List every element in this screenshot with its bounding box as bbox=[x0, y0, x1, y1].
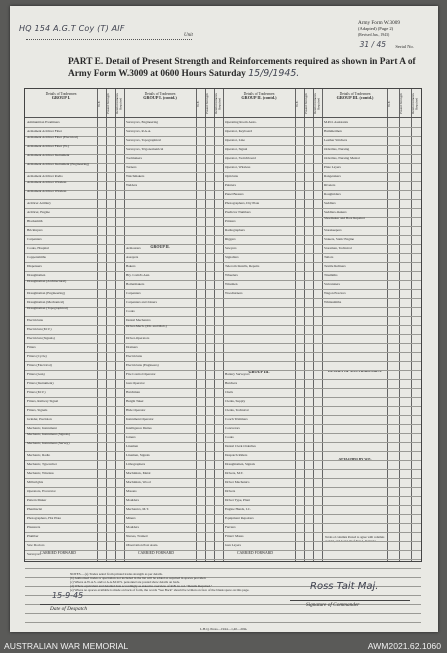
trade-row: Predictor Numbers bbox=[225, 211, 251, 214]
trade-row: Fitters (Instrument) bbox=[27, 382, 54, 385]
non-tradesmen-heading: DETAILS OF NON-TRADESMEN. bbox=[328, 369, 382, 373]
form-header-right bbox=[358, 20, 414, 38]
trade-row: Mechanic, Radio bbox=[27, 454, 51, 457]
trade-row: Electrician (M.V.) bbox=[27, 328, 52, 331]
column-subheader: Posted Strength bbox=[205, 93, 209, 114]
trade-row: Fitters' Mates bbox=[225, 535, 244, 538]
trade-row: Assayers bbox=[126, 256, 139, 259]
trade-row: Telecom Installs, Repairs bbox=[225, 265, 260, 268]
column-subheader: Posted Strength bbox=[399, 93, 403, 114]
trade-row: Armament Artificer Wireless bbox=[27, 180, 67, 184]
column-subheader: W.E. bbox=[295, 100, 299, 107]
trade-row: Mechanic, Instrument bbox=[27, 427, 57, 430]
page-title bbox=[68, 56, 418, 80]
trade-row: Armourers bbox=[126, 247, 141, 250]
trade-row: Moulders bbox=[126, 526, 139, 529]
trade-row: Linemen bbox=[126, 445, 139, 448]
unit-handwritten: HQ 154 A.G.T Coy (T) AIF bbox=[19, 24, 125, 33]
trade-row: Drivers bbox=[225, 490, 236, 493]
trade-row: Miners bbox=[126, 517, 136, 520]
trade-row: Painters bbox=[225, 184, 236, 187]
carried-forward-3: CARRIED FORWARD bbox=[237, 551, 273, 555]
trade-row: Photographers, Hot Plate bbox=[27, 517, 61, 520]
trade-row: Watchmakers bbox=[126, 175, 145, 178]
trade-row: Draughtsman (Topographical) bbox=[27, 306, 68, 310]
trade-row: Fitters (Gun) bbox=[27, 373, 45, 376]
trade-row: Panel Beaters bbox=[225, 193, 244, 196]
trade-row: Armament Artificer Radio bbox=[27, 175, 63, 178]
trade-row: Grinder, Precision bbox=[27, 418, 52, 421]
trade-row: Chefs bbox=[225, 391, 233, 394]
trade-row: Machinists, Metal bbox=[126, 472, 151, 475]
trade-row: Mechanic, Instrument (Survey) bbox=[27, 441, 70, 445]
col4-header: Details of Tradesmen GROUP III. (contd.) bbox=[336, 92, 374, 101]
trade-row: Fitters bbox=[27, 346, 36, 349]
column-subheader: W.E. bbox=[97, 100, 101, 107]
trade-row: Riggers bbox=[225, 238, 236, 241]
trade-row: Armament Artificer Instrument (Engineering) bbox=[27, 162, 90, 166]
trade-row: Signallers bbox=[225, 256, 239, 259]
trade-row: Surveyors, Topographical bbox=[126, 139, 161, 142]
trade-row: Instrument Operator bbox=[126, 418, 154, 421]
trade-row: Turners bbox=[126, 166, 137, 169]
trade-row: Bakers bbox=[126, 265, 136, 268]
trade-row: Printers bbox=[225, 220, 236, 223]
carried-forward-2: CARRIED FORWARD bbox=[138, 551, 174, 555]
trade-row: Tailors bbox=[324, 256, 334, 259]
trade-row: Linemen, Signals bbox=[126, 454, 150, 457]
trade-row: Electricians bbox=[126, 355, 143, 358]
trade-row: Cooks, Hospital bbox=[27, 247, 49, 250]
trade-row: Draughtsman (Architectural) bbox=[27, 279, 67, 283]
trade-row: Surveyors bbox=[27, 553, 41, 556]
trade-row: Intelligence Duties bbox=[126, 427, 152, 430]
trade-row: Blacksmith bbox=[27, 220, 43, 223]
group-3-heading: GROUP III. bbox=[248, 369, 270, 374]
column-subheader: Reinforcements Required bbox=[313, 93, 321, 114]
serial-number-label: Serial No. bbox=[395, 44, 414, 49]
trade-row: Height Taker bbox=[126, 400, 144, 403]
form-sheet bbox=[10, 6, 438, 632]
trade-row: Roughriders bbox=[324, 193, 341, 196]
trade-row: Ammunition Examiners bbox=[27, 121, 60, 124]
trade-row: Fitters, Railway Signal bbox=[27, 400, 59, 403]
trade-row: Fitters (M.V.) bbox=[27, 391, 46, 394]
trade-row: Farriers bbox=[225, 526, 236, 529]
trade-row: Tinsmiths bbox=[324, 274, 338, 277]
trade-row: Surveyors, Engineering bbox=[126, 121, 159, 124]
trade-row: Wiremen bbox=[225, 283, 238, 286]
trade-row: Mechanic, Instrument (Signals) bbox=[27, 432, 70, 436]
form-name: Army Form W.3009 bbox=[358, 20, 400, 26]
trade-row: Dispensers bbox=[27, 265, 42, 268]
carried-forward-1: CARRIED FORWARD bbox=[40, 551, 76, 555]
column-subheader: W.E. bbox=[387, 100, 391, 107]
trade-row: Mechanics, M.T. bbox=[126, 508, 149, 511]
trade-row: Toolmakers bbox=[126, 157, 142, 160]
trade-row: Plasterers bbox=[27, 526, 41, 529]
trade-row: Draughtsmen bbox=[27, 274, 46, 277]
commander-signature: Ross Tait Maj. bbox=[310, 581, 379, 592]
trade-row: M.P.O. Assistants bbox=[324, 121, 348, 124]
strength-table bbox=[24, 88, 422, 562]
trade-row: Carpenters bbox=[126, 292, 141, 295]
trade-row: Whitesmiths bbox=[324, 301, 342, 304]
trade-row: Welders bbox=[126, 184, 138, 187]
title-date: 15/9/1945. bbox=[248, 68, 300, 79]
trade-row: Vulcanizers bbox=[324, 283, 340, 286]
trade-row: Hide Operator bbox=[126, 409, 146, 412]
trade-row: Leather Stitchers bbox=[324, 139, 348, 142]
trade-row: Radiographers bbox=[225, 229, 245, 232]
trade-row: Rangetakers bbox=[324, 175, 341, 178]
trade-row: Clerks, Technical bbox=[225, 409, 249, 412]
trade-row: Butchers bbox=[225, 382, 238, 385]
trade-row: Drainers bbox=[126, 346, 138, 349]
trade-row: Orderlies, Nursing bbox=[324, 148, 350, 151]
trade-row: Draughtsmen, Signals bbox=[225, 463, 255, 466]
title-text: Detail of Present Strength and Reinforcements required as shown in Part A of Army Form W.3009 at 0600 Hours Saturday bbox=[68, 57, 416, 79]
trade-row: Armament Artificer Fitter (W.) bbox=[27, 144, 69, 148]
group-2-heading: GROUP II. bbox=[150, 244, 170, 249]
trade-row: Gun Operator bbox=[126, 382, 145, 385]
trade-row: Opticians bbox=[225, 175, 238, 178]
trade-row: Moulders bbox=[126, 499, 139, 502]
trade-row: Despatch Riders bbox=[225, 454, 248, 457]
trade-row: Operating Room Assts. bbox=[225, 121, 257, 124]
trade-row: Saddlers bbox=[324, 202, 336, 205]
trade-row: Stokers, Static Engine bbox=[324, 238, 355, 241]
form-revised: (Revised Jan., 1943) bbox=[358, 33, 390, 37]
trade-row: Artificer, Engine bbox=[27, 211, 50, 214]
trade-row: Equipment Repairers bbox=[225, 517, 254, 520]
trade-row: Hatchman bbox=[126, 391, 140, 394]
trade-row: Operator, Keyboard bbox=[225, 130, 252, 133]
trade-row: Electricians bbox=[27, 319, 44, 322]
trade-row: Draughtsman (Engineering) bbox=[27, 292, 65, 295]
trade-row: Draughtsman (Mechanical) bbox=[27, 301, 65, 304]
trade-row: Driver-Mech. (Pdr. and Mob.) bbox=[126, 324, 167, 328]
trade-row: Joiners bbox=[126, 436, 136, 439]
trade-row: Masons bbox=[126, 490, 137, 493]
caption-accession: AWM2021.62.1060 bbox=[367, 641, 441, 651]
column-subheader: W.E. bbox=[196, 100, 200, 107]
trade-row: Millwrights bbox=[27, 481, 44, 484]
column-subheader: Reinforcements Required bbox=[411, 93, 419, 114]
trade-row: Saw Doctors bbox=[27, 544, 45, 547]
trade-row: Dental Clerk Orderlies bbox=[225, 445, 256, 448]
trade-row: Carpenters and Joiners bbox=[126, 301, 157, 304]
trade-row: Operators, Excavator bbox=[27, 490, 56, 493]
trade-row: Battery Surveyors bbox=[225, 373, 250, 376]
trade-row: Engine Hands, I.C. bbox=[225, 508, 251, 511]
trade-row: Surveyors, Trigonometrical bbox=[126, 148, 164, 151]
trade-row: Armament Artificer Wireless bbox=[27, 189, 67, 193]
caption-bar bbox=[0, 636, 447, 653]
trade-row: Hammermen bbox=[324, 130, 342, 133]
trade-row: Artificer Artillery bbox=[27, 202, 52, 205]
trade-row: Bty. Comd's Asst. bbox=[126, 274, 151, 277]
serial-number-value: 31 / 45 bbox=[359, 40, 386, 49]
trade-row: Gun Layers bbox=[225, 544, 241, 547]
trade-row: Wheelers bbox=[225, 274, 238, 277]
trade-row: Cooks bbox=[126, 310, 135, 313]
col2-header: Details of Tradesmen GROUP I. (contd.) bbox=[143, 92, 177, 101]
column-subheader: Posted Strength bbox=[304, 93, 308, 114]
trade-row: Electricians (Engineers) bbox=[126, 364, 159, 367]
trade-row: Armament Artificer Instrument bbox=[27, 153, 70, 157]
trade-row: Driver Mechanics bbox=[225, 481, 250, 484]
trade-row: Storemen, Technical bbox=[324, 247, 352, 250]
col3-header: Details of Tradesmen GROUP II. (contd.) bbox=[241, 92, 277, 101]
trade-row: Sawyers bbox=[225, 247, 237, 250]
trade-row: Mechanic, Wireless bbox=[27, 472, 54, 475]
trade-row: Fitters, Signals bbox=[27, 409, 48, 412]
trade-row: Operator, Line bbox=[225, 139, 245, 142]
trade-row: Coppersmiths bbox=[27, 256, 46, 259]
trade-row: Operator, Signal bbox=[225, 148, 248, 151]
trade-row: Mechanic, Typewriter bbox=[27, 463, 57, 466]
trade-row: Lithographers bbox=[126, 463, 146, 466]
trade-row: Saddlers-makers bbox=[324, 211, 347, 214]
trade-row: Fire Control Operator bbox=[126, 373, 156, 376]
trade-row: Storekeepers bbox=[324, 229, 342, 232]
trade-row: Operator, Switchboard bbox=[225, 157, 256, 160]
trade-row: Electrician (Signals) bbox=[27, 337, 55, 340]
trade-row: Woodturners bbox=[225, 292, 243, 295]
column-subheader: Reinforcements Required bbox=[115, 93, 123, 114]
signature-label: Signature of Commander bbox=[306, 602, 360, 608]
trade-row: Wagon Erectors bbox=[324, 292, 346, 295]
trade-row: Dental Mechanics bbox=[126, 319, 151, 322]
trade-row: Armament Artificer Fitter bbox=[27, 130, 63, 133]
trade-row: Cooks bbox=[225, 436, 234, 439]
trade-row: Fitters (Electrical) bbox=[27, 364, 52, 367]
column-subheader: Posted Strength bbox=[106, 93, 110, 114]
trade-row: Observation Post Assts. bbox=[126, 544, 159, 547]
trade-row: Pattern Maker bbox=[27, 499, 47, 502]
trade-row: Nurses, Trained bbox=[126, 535, 148, 538]
trade-row: Drivers, M.T. bbox=[225, 472, 244, 475]
trade-row: Carpenters bbox=[27, 238, 42, 241]
title-part: PART E. bbox=[68, 57, 104, 67]
trade-row: Riveters bbox=[324, 184, 336, 187]
unit-label: Unit bbox=[184, 33, 193, 38]
attached-heading: ATTACHED BY W.E. bbox=[338, 457, 372, 461]
trade-row: Textile Refiners bbox=[324, 265, 346, 268]
form-adapted: (Adapted) (Page 2) bbox=[358, 26, 394, 31]
caption-source: AUSTRALIAN WAR MEMORIAL bbox=[4, 641, 129, 651]
unit-line bbox=[26, 39, 192, 40]
trade-row: Clerks, Supply bbox=[225, 400, 246, 403]
trade-row: Coach Trimmers bbox=[225, 418, 248, 421]
totals-note: Totals of columns Posted to agree with columns 4 and 5, and 3 and 10 of Part A, Remarks. bbox=[325, 536, 385, 543]
trade-row: Bricklayers bbox=[27, 229, 43, 232]
trade-row: Operator, Wireless bbox=[225, 166, 251, 169]
trade-row: Shoemaker and Boot Repairer bbox=[324, 216, 365, 220]
trade-row: Armament Artificer Fitter (Electrical) bbox=[27, 135, 79, 139]
trade-row: Plate Layers bbox=[324, 166, 341, 169]
trade-row: Driver-Operators bbox=[126, 337, 150, 340]
trade-row: Orderlies, Nursing Mental bbox=[324, 157, 360, 160]
date-of-despatch-label: Date of Despatch bbox=[50, 606, 88, 612]
trade-row: Machinists, Wood bbox=[126, 481, 151, 484]
date-of-despatch-value: 15-9-45 bbox=[52, 591, 84, 600]
trade-row: Boilermakers bbox=[126, 283, 145, 286]
notes: NOTES.—(a) Trades select from printed trades strength as per details. (b) Authorised trades or specialists not included in the list will be added as required in spaces provided. (c) Where A.W.A.S. and/or A.A.M.W.S. personnel are posted show details on back. (d) Where equivalent and detailed data accordingly as stated in overview of R.B. in col. "Details Required." (e) Where no spaces available is made on back of form, the words "See Back" should be written on face of the blank space on this page. bbox=[70, 572, 250, 593]
trade-row: Concretors bbox=[225, 427, 240, 430]
col1-header: Details of Tradesmen GROUP I. bbox=[45, 92, 77, 101]
trade-row: Driver Type, Plant bbox=[225, 499, 251, 502]
trade-row: Surveyors, R.A.A. bbox=[126, 130, 152, 133]
printer-imprint: L.H.Q. Press—1944—1,40—20m. bbox=[200, 627, 248, 631]
trade-row: Photographers, Dry Plate bbox=[225, 202, 260, 205]
trade-row: Pharmacist bbox=[27, 508, 43, 511]
trade-row: Fitters (Cycle) bbox=[27, 355, 47, 358]
column-subheader: Reinforcements Required bbox=[214, 93, 222, 114]
trade-row: Plumber bbox=[27, 535, 39, 538]
